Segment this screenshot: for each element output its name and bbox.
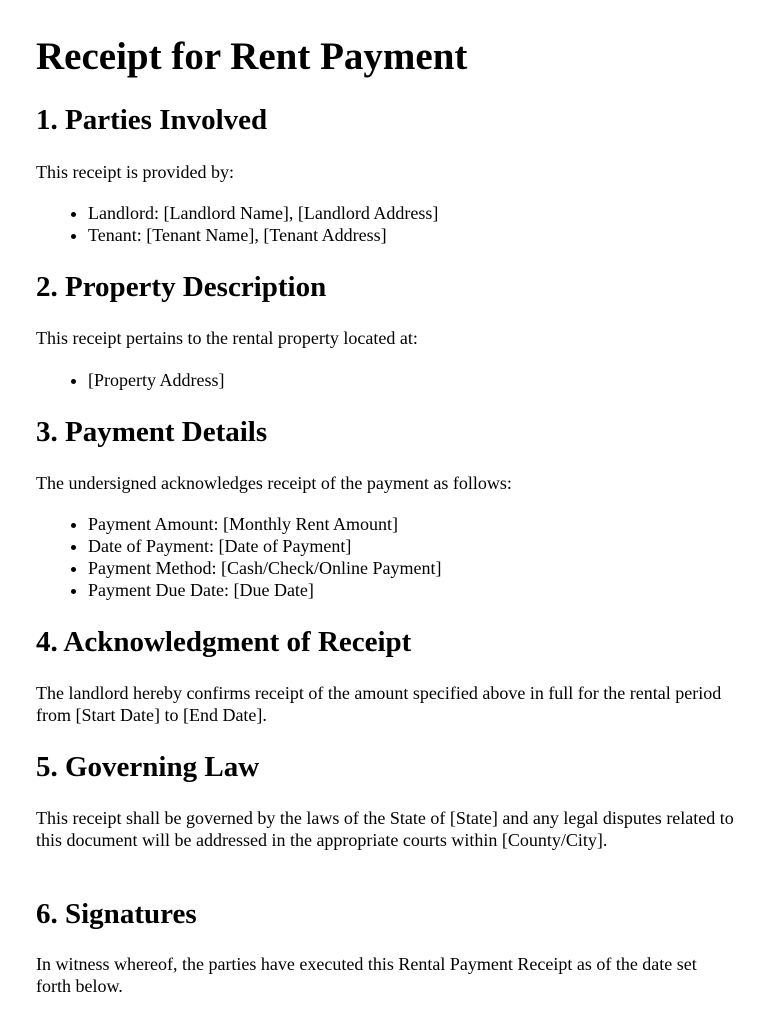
list-item: • Payment Due Date: [Due Date] (88, 579, 441, 601)
section-body-acknowledgment: The landlord hereby confirms receipt of the amount specified above in full for the rental period from [Start Date] to [End Date]. (36, 683, 722, 725)
section-heading-payment: 3. Payment Details (36, 416, 268, 448)
list-item: • Payment Method: [Cash/Check/Online Payment] (88, 557, 441, 579)
section-heading-parties: 1. Parties Involved (36, 104, 268, 136)
list-item: • Tenant: [Tenant Name], [Tenant Address] (88, 224, 438, 246)
section-intro-parties: This receipt is provided by: (36, 162, 234, 182)
list-item: • Landlord: [Landlord Name], [Landlord Address] (88, 202, 438, 224)
list-item: • [Property Address] (88, 369, 224, 391)
section-intro-payment: The undersigned acknowledges receipt of the payment as follows: (36, 473, 512, 493)
section-heading-signatures: 6. Signatures (36, 898, 197, 930)
list-item: • Payment Amount: [Monthly Rent Amount] (88, 513, 441, 535)
section-heading-governing-law: 5. Governing Law (36, 751, 260, 783)
section-heading-property: 2. Property Description (36, 271, 327, 303)
document-title: Receipt for Rent Payment (36, 35, 468, 78)
property-list (36, 369, 224, 391)
section-body-signatures: In witness whereof, the parties have executed this Rental Payment Receipt as of the date set forth below. (36, 954, 697, 996)
section-heading-acknowledgment: 4. Acknowledgment of Receipt (36, 626, 412, 658)
payment-details-list (36, 513, 441, 601)
parties-list (36, 202, 438, 246)
section-body-governing-law: This receipt shall be governed by the laws of the State of [State] and any legal disputes related to this document will be addressed in the appropriate courts within [County/City]. (36, 808, 734, 850)
section-intro-property: This receipt pertains to the rental property located at: (36, 328, 418, 348)
list-item: • Date of Payment: [Date of Payment] (88, 535, 441, 557)
